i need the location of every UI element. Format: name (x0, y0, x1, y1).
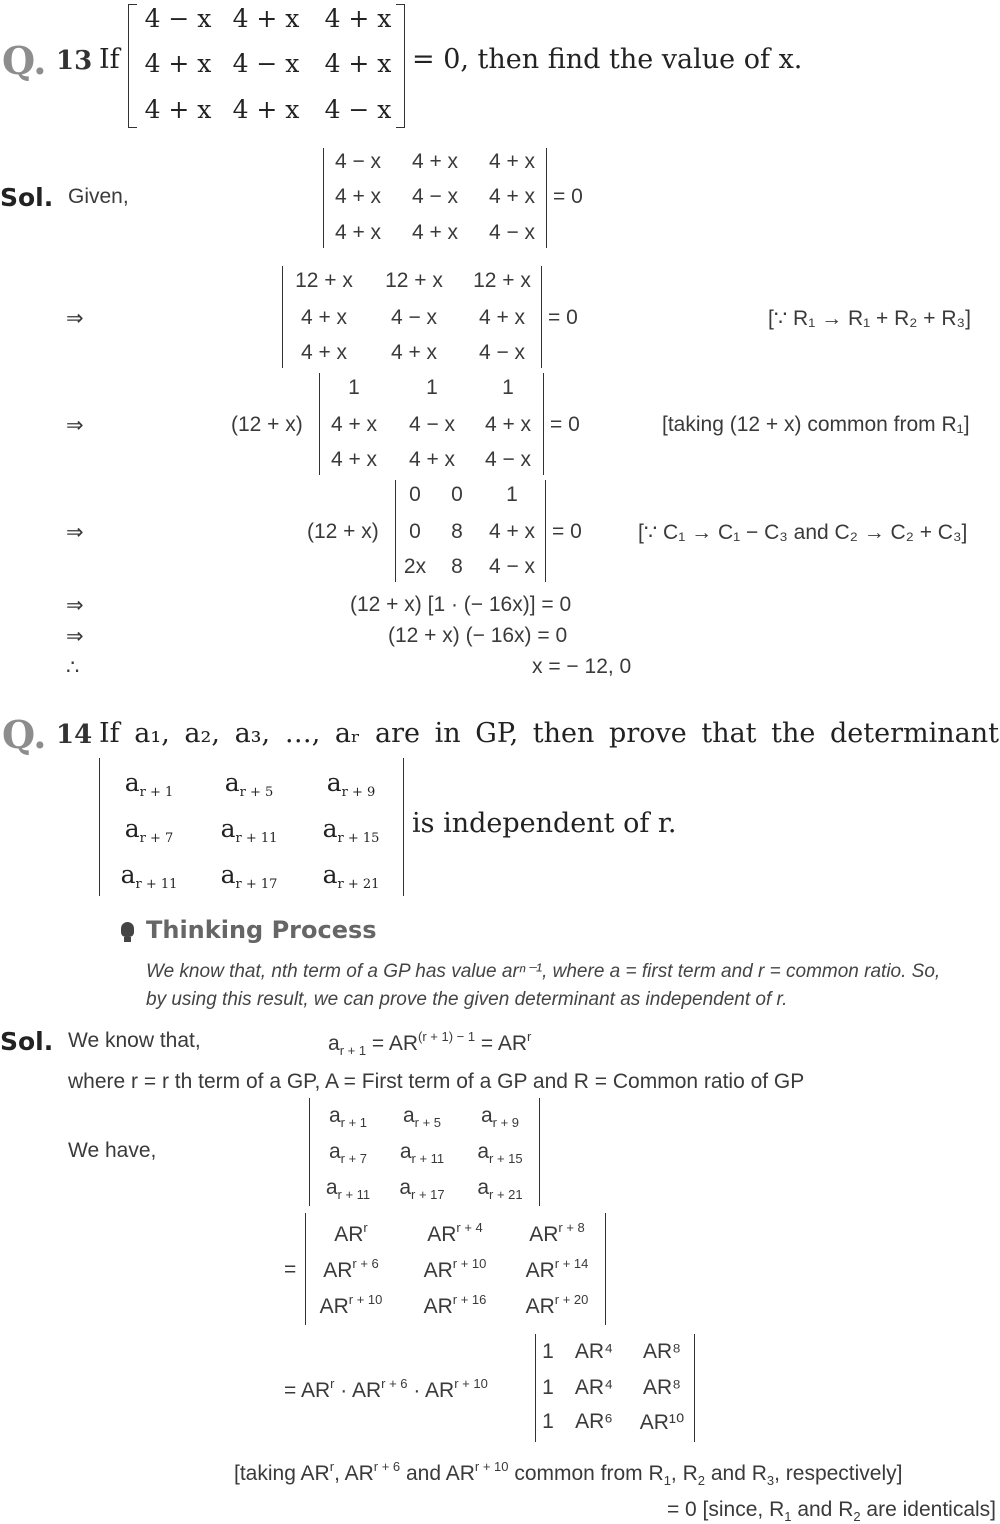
det-cell: $AR^{r + 6}$ (323, 1256, 379, 1282)
det-cell: $a_{r + 1}$ (328, 1104, 368, 1130)
step-line: (12 + x) [1 · (− 16x)] = 0 (350, 593, 572, 616)
question-number: 13 (56, 46, 93, 76)
det-cell: $a_{r + 5}$ (224, 768, 274, 800)
det-cell: $AR^r$ (334, 1220, 368, 1246)
implies-arrow: ⇒ (66, 625, 84, 648)
gp-formula: $a_{r + 1} = AR^{(r + 1) - 1} = AR^r$ (328, 1029, 532, 1058)
common-factor: (12 + x) (307, 520, 379, 543)
note-common: [taking $AR^r$, $AR^{r + 6}$ and $AR^{r + 10}$ common from $R_1$, $R_2$ and $R_3$, respectively] (234, 1459, 903, 1488)
implies-arrow: ⇒ (66, 521, 84, 544)
question-marker: Q. (2, 712, 47, 757)
det-cell: $a_{r + 21}$ (322, 860, 380, 892)
det-cell: $a_{r + 11}$ (325, 1176, 371, 1202)
note-row-op: [∵ R₁ → R₁ + R₂ + R₃] (768, 307, 971, 330)
det-cell: $a_{r + 15}$ (477, 1140, 523, 1166)
note-common: [taking (12 + x) common from R₁] (662, 413, 970, 436)
know-text: We know that, (68, 1029, 201, 1052)
det-cell: $AR^{r + 10}$ (319, 1292, 383, 1318)
det-cell: $a_{r + 7}$ (328, 1140, 368, 1166)
implies-arrow: ⇒ (66, 594, 84, 617)
solution-label: Sol. (0, 1027, 54, 1056)
final-answer: x = − 12, 0 (532, 655, 632, 678)
given-text: Given, (68, 185, 129, 208)
det-cell: $a_{r + 1}$ (124, 768, 174, 800)
where-text: where r = r th term of a GP, A = First term of a GP and R = Common ratio of GP (68, 1070, 805, 1093)
therefore-symbol: ∴ (66, 656, 80, 679)
question-prefix: If (99, 44, 120, 75)
det-cell: $a_{r + 9}$ (326, 768, 376, 800)
thinking-title: Thinking Process (146, 916, 377, 944)
det-cell: $a_{r + 17}$ (399, 1176, 445, 1202)
question-suffix: = 0, then find the value of x. (412, 44, 803, 75)
have-text: We have, (68, 1139, 157, 1162)
question-suffix: is independent of r. (412, 808, 677, 839)
question-marker: Q. (2, 38, 47, 83)
det-cell: $AR^{r + 10}$ (423, 1256, 487, 1282)
det-cell: $AR^{r + 4}$ (427, 1220, 483, 1246)
step-line: (12 + x) (− 16x) = 0 (388, 624, 568, 647)
solution-label: Sol. (0, 183, 54, 212)
det-cell: $a_{r + 17}$ (220, 860, 278, 892)
det-cell: $a_{r + 5}$ (402, 1104, 442, 1130)
lightbulb-icon (121, 922, 134, 937)
det-cell: $AR^{r + 20}$ (525, 1292, 589, 1318)
common-factor: (12 + x) (231, 413, 303, 436)
det-cell: $AR^{r + 16}$ (423, 1292, 487, 1318)
note-col-op: [∵ C₁ → C₁ − C₃ and C₂ → C₂ + C₃] (638, 521, 968, 544)
det-cell: $a_{r + 11}$ (399, 1140, 445, 1166)
common-factor-product: = $AR^r \cdot AR^{r + 6} \cdot AR^{r + 10}$ (284, 1376, 488, 1402)
det-cell: $a_{r + 15}$ (322, 814, 380, 846)
det-cell: $a_{r + 21}$ (477, 1176, 523, 1202)
implies-arrow: ⇒ (66, 307, 84, 330)
det-cell: $AR^{r + 8}$ (529, 1220, 585, 1246)
det-cell: $a_{r + 11}$ (220, 814, 278, 846)
det-cell: $a_{r + 7}$ (124, 814, 174, 846)
det-cell: $a_{r + 11}$ (120, 860, 178, 892)
question-line: If a₁, a₂, a₃, …, aᵣ are in GP, then prove that the determinant (99, 718, 999, 749)
final-answer: = 0 [since, $R_1$ and $R_2$ are identicals] (666, 1498, 996, 1524)
thinking-text: We know that, nth term of a GP has value arⁿ⁻¹, where a = first term and r = common ratio. So, by using this result, we can prove the given determinant as independent of r. (146, 961, 941, 1010)
det-cell: $a_{r + 9}$ (480, 1104, 520, 1130)
implies-arrow: ⇒ (66, 414, 84, 437)
question-number: 14 (56, 720, 93, 750)
det-cell: $AR^{r + 14}$ (525, 1256, 589, 1282)
